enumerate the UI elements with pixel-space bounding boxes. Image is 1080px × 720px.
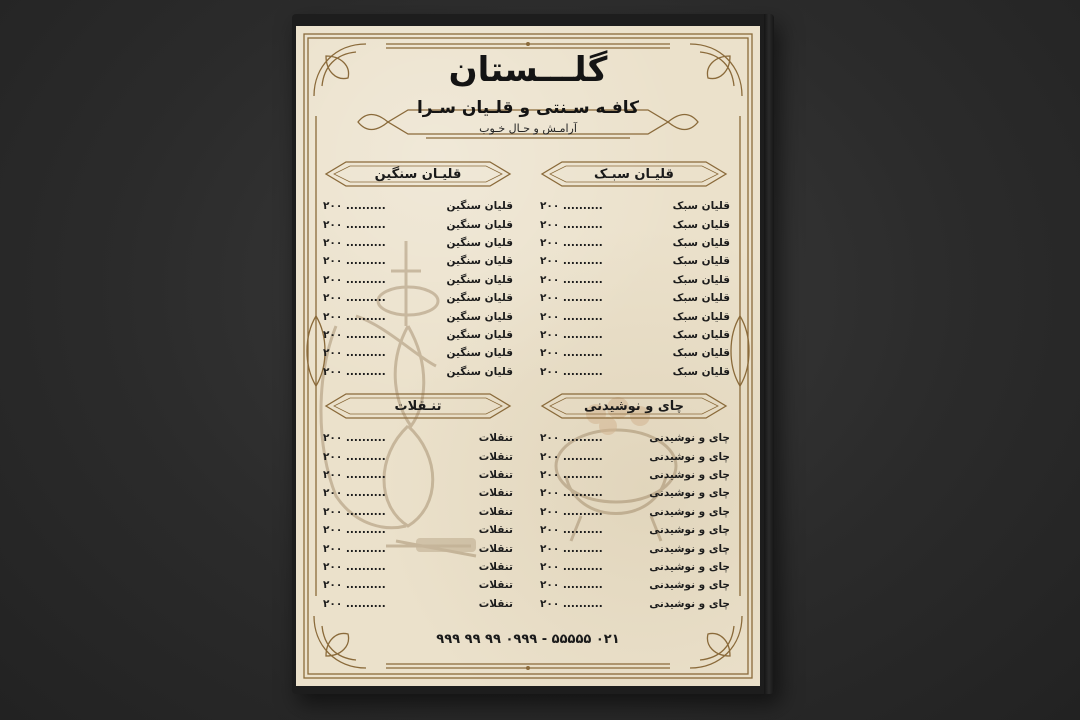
menu-item-row [323, 429, 513, 447]
menu-item-price: ۲۰۰ .......... [540, 292, 603, 305]
menu-item-row [540, 289, 730, 307]
menu-item-name: قلیان سنگین [446, 292, 513, 305]
menu-item-name: چای و نوشیدنی [649, 579, 730, 592]
menu-item-name: قلیان سنگین [446, 365, 513, 378]
menu-item-row [540, 429, 730, 447]
menu-item-price: ۲۰۰ .......... [323, 468, 386, 481]
menu-item-row [540, 363, 730, 381]
menu-item-row [323, 289, 513, 307]
menu-item-row [323, 326, 513, 344]
menu-item-name: قلیان سبک [672, 310, 730, 323]
menu-item-row [540, 484, 730, 502]
section-header-drinks [540, 388, 728, 424]
cafe-name-title: گلـــستان [448, 50, 608, 90]
menu-item-price: ۲۰۰ .......... [540, 468, 603, 481]
menu-item-row [323, 484, 513, 502]
menu-item-row [323, 539, 513, 557]
menu-item-row [323, 197, 513, 215]
menu-item-name: قلیان سبک [672, 273, 730, 286]
menu-item-price: ۲۰۰ .......... [323, 292, 386, 305]
menu-item-name: چای و نوشیدنی [649, 505, 730, 518]
menu-item-name: قلیان سنگین [446, 347, 513, 360]
menu-item-price: ۲۰۰ .......... [540, 542, 603, 555]
menu-item-name: تنقلات [478, 505, 513, 518]
menu-item-price: ۲۰۰ .......... [540, 347, 603, 360]
menu-item-name: قلیان سنگین [446, 328, 513, 341]
menu-item-row [540, 447, 730, 465]
menu-item-price: ۲۰۰ .......... [323, 218, 386, 231]
menu-item-name: قلیان سنگین [446, 310, 513, 323]
menu-item-row [323, 466, 513, 484]
menu-item-price: ۲۰۰ .......... [540, 328, 603, 341]
menu-item-row [540, 344, 730, 362]
menu-item-name: قلیان سبک [672, 255, 730, 268]
menu-item-name: تنقلات [478, 450, 513, 463]
menu-item-name: تنقلات [478, 468, 513, 481]
menu-item-price: ۲۰۰ .......... [323, 450, 386, 463]
menu-item-name: قلیان سبک [672, 328, 730, 341]
section-title: چای و نوشیدنی [584, 398, 684, 414]
menu-item-name: قلیان سبک [672, 218, 730, 231]
menu-item-name: تنقلات [478, 524, 513, 537]
menu-item-price: ۲۰۰ .......... [323, 365, 386, 378]
menu-item-name: قلیان سنگین [446, 255, 513, 268]
menu-item-row [540, 503, 730, 521]
menu-item-price: ۲۰۰ .......... [323, 487, 386, 500]
menu-item-row [323, 503, 513, 521]
menu-item-price: ۲۰۰ .......... [540, 365, 603, 378]
menu-item-price: ۲۰۰ .......... [323, 273, 386, 286]
menu-item-price: ۲۰۰ .......... [540, 255, 603, 268]
menu-item-price: ۲۰۰ .......... [540, 236, 603, 249]
phone-numbers: ۰۲۱ ۵۵۵۵۵ - ۰۹۹۹ ۹۹ ۹۹ ۹۹۹ [436, 632, 620, 647]
menu-item-price: ۲۰۰ .......... [323, 524, 386, 537]
menu-item-price: ۲۰۰ .......... [540, 505, 603, 518]
menu-item-row [540, 521, 730, 539]
menu-item-row [323, 363, 513, 381]
menu-item-name: تنقلات [478, 542, 513, 555]
menu-item-name: چای و نوشیدنی [649, 542, 730, 555]
menu-item-price: ۲۰۰ .......... [540, 450, 603, 463]
menu-item-price: ۲۰۰ .......... [540, 579, 603, 592]
menu-item-row [323, 252, 513, 270]
menu-item-price: ۲۰۰ .......... [323, 310, 386, 323]
menu-item-price: ۲۰۰ .......... [323, 236, 386, 249]
menu-item-name: قلیان سبک [672, 292, 730, 305]
menu-item-row [323, 558, 513, 576]
menu-item-row [323, 576, 513, 594]
section-title: تنـقلات [394, 398, 442, 414]
cafe-tagline: آرامـش و حـال خـوب [479, 122, 577, 135]
menu-item-row [323, 271, 513, 289]
menu-item-name: چای و نوشیدنی [649, 487, 730, 500]
light-hookah-list [540, 197, 730, 381]
menu-item-row [540, 539, 730, 557]
menu-item-name: قلیان سنگین [446, 273, 513, 286]
menu-item-price: ۲۰۰ .......... [323, 200, 386, 213]
menu-item-row [540, 558, 730, 576]
menu-item-price: ۲۰۰ .......... [540, 218, 603, 231]
menu-item-name: چای و نوشیدنی [649, 560, 730, 573]
menu-item-price: ۲۰۰ .......... [540, 524, 603, 537]
menu-item-name: قلیان سنگین [446, 236, 513, 249]
menu-item-row [540, 326, 730, 344]
menu-item-row [323, 307, 513, 325]
case-spine [764, 14, 774, 694]
menu-item-price: ۲۰۰ .......... [540, 432, 603, 445]
menu-item-row [540, 576, 730, 594]
cafe-subtitle: کافـه سـنتی و قلـیان سـرا [416, 98, 639, 118]
menu-item-name: قلیان سبک [672, 236, 730, 249]
menu-item-row [323, 344, 513, 362]
menu-item-name: تنقلات [478, 579, 513, 592]
menu-item-price: ۲۰۰ .......... [323, 579, 386, 592]
menu-item-price: ۲۰۰ .......... [323, 347, 386, 360]
menu-item-row [323, 521, 513, 539]
snacks-list [323, 429, 513, 613]
menu-paper [296, 26, 760, 686]
menu-item-price: ۲۰۰ .......... [540, 273, 603, 286]
menu-item-price: ۲۰۰ .......... [540, 560, 603, 573]
menu-item-name: تنقلات [478, 597, 513, 610]
menu-item-name: تنقلات [478, 560, 513, 573]
menu-item-name: چای و نوشیدنی [649, 524, 730, 537]
menu-item-name: چای و نوشیدنی [649, 432, 730, 445]
heavy-hookah-list [323, 197, 513, 381]
menu-item-row [323, 595, 513, 613]
menu-item-row [323, 234, 513, 252]
menu-item-price: ۲۰۰ .......... [323, 560, 386, 573]
section-title: قلیـان سنگین [374, 166, 462, 182]
menu-item-name: قلیان سبک [672, 200, 730, 213]
menu-item-price: ۲۰۰ .......... [323, 328, 386, 341]
section-header-snacks [324, 388, 512, 424]
menu-item-name: چای و نوشیدنی [649, 597, 730, 610]
menu-item-row [323, 447, 513, 465]
menu-item-name: چای و نوشیدنی [649, 450, 730, 463]
menu-item-name: تنقلات [478, 432, 513, 445]
menu-item-name: چای و نوشیدنی [649, 468, 730, 481]
menu-item-price: ۲۰۰ .......... [323, 255, 386, 268]
menu-item-row [540, 307, 730, 325]
menu-item-row [540, 466, 730, 484]
menu-item-name: قلیان سبک [672, 365, 730, 378]
section-title: قلیـان سبـک [594, 166, 674, 182]
menu-item-price: ۲۰۰ .......... [323, 432, 386, 445]
menu-item-name: قلیان سبک [672, 347, 730, 360]
menu-item-row [540, 234, 730, 252]
menu-item-name: قلیان سنگین [446, 218, 513, 231]
drinks-list [540, 429, 730, 613]
menu-item-price: ۲۰۰ .......... [540, 597, 603, 610]
menu-item-price: ۲۰۰ .......... [540, 200, 603, 213]
menu-item-price: ۲۰۰ .......... [323, 542, 386, 555]
menu-item-name: تنقلات [478, 487, 513, 500]
menu-item-row [540, 215, 730, 233]
menu-item-name: قلیان سنگین [446, 200, 513, 213]
menu-item-row [323, 215, 513, 233]
menu-item-price: ۲۰۰ .......... [540, 310, 603, 323]
menu-item-row [540, 252, 730, 270]
menu-item-row [540, 271, 730, 289]
menu-item-row [540, 595, 730, 613]
menu-item-price: ۲۰۰ .......... [323, 505, 386, 518]
menu-item-price: ۲۰۰ .......... [323, 597, 386, 610]
section-header-light-hookah [540, 156, 728, 192]
menu-item-row [540, 197, 730, 215]
menu-item-price: ۲۰۰ .......... [540, 487, 603, 500]
section-header-heavy-hookah [324, 156, 512, 192]
